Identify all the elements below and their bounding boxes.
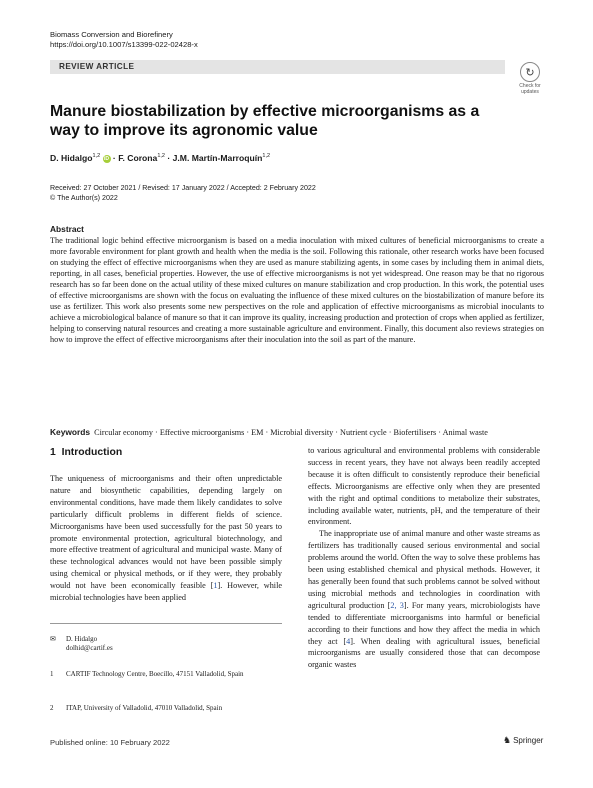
published-date: Published online: 10 February 2022 — [50, 738, 170, 747]
author-1[interactable]: D. Hidalgo — [50, 153, 93, 163]
footnote-divider — [50, 623, 282, 624]
journal-name: Biomass Conversion and Biorefinery — [50, 30, 173, 39]
affiliation-mark: 1 — [50, 670, 54, 678]
history-dates: Received: 27 October 2021 / Revised: 17 January 2022 / Accepted: 2 February 2022 — [50, 184, 316, 192]
publisher-name: Springer — [513, 736, 544, 745]
keywords-label: Keywords — [50, 427, 91, 437]
author-2-affil: 1,2 — [157, 153, 165, 160]
section-number: 1 — [50, 447, 56, 458]
author-separator: · — [110, 153, 119, 163]
check-label-2: updates — [521, 89, 539, 95]
paragraph: The uniqueness of microorganisms and their often unpredictable nature and biosynthetic capabilities, depending largely on environmental conditions, have made them likely candidates to solve particularly difficult problems in different fields of science. Microorganisms have been used successfully for the past 50 years to promote environmental protection, agricultural biotechnology, and more effective treatment of agricultural and municipal waste. Many of these technological advances would not have been possible simply using chemical or physical methods, or if they were, they probably would not have been economically feasible [1]. However, while microbial technologies have been applied — [50, 474, 282, 603]
keywords — [50, 427, 544, 438]
abstract-text: The traditional logic behind effective microorganism is based on a media inoculation with mixed cultures of beneficial microorganisms to create a more favorable environment for plant growth and health when the media is the soil. Following this rationale, other research works have been focused on studying the effect of effective microorganisms when they are used as manure stabilizing agents, in some cases by including them in animal diets, reporting, in all cases, beneficial properties. However, the use of effective microorganisms is not yet widespread. One reason may be that no rigorous research has so far been done on the actual utility of these mixed cultures on manure stabilization and crop production. In this work, the potential uses of effective microorganisms are shown with the focus on evaluating the influence of these mixed cultures on the biostabilization of manure before its use as fertilizer. This work also presents some new perspectives on the role and application of effective microorganisms as microbial inoculants to achieve a microbiological balance of manure so that it can improve its quality, increasing production and protection of crops when applied as fertilizer, helping to conserving natural resources and creating a more sustainable agriculture and environment. Finally, this document also reviews strategies on how to improve the effect of effective microorganisms after their inoculation into the soil as part of the manure. — [50, 236, 544, 344]
section-heading — [50, 447, 122, 458]
section-title: Introduction — [61, 447, 123, 458]
citation-link[interactable]: 2, 3 — [390, 600, 404, 610]
article-type: REVIEW ARTICLE — [59, 62, 135, 71]
author-list — [50, 153, 270, 163]
article-dates — [50, 184, 316, 203]
affiliation-1 — [50, 670, 266, 679]
paragraph: The inappropriate use of animal manure and other waste streams as fertilizers has traditionally caused serious environmental and social problems around the world. Often the way to solve these problems has been using established chemical and physical methods. However, it has generally been found that such problems cannot be solved without using microbial methods and technologies in coordination with agricultural production [2, 3]. For many years, microbiologists have tended to differentiate microorganisms into harmful or beneficial according to their functions and how they affect the media in which they act [4]. When dealing with agricultural issues, beneficial microorganisms are usually considered those that can decompose organic wastes — [308, 529, 541, 670]
check-label-1: Check for — [519, 83, 541, 89]
corresponding-name: D. Hidalgo — [66, 635, 98, 643]
publisher-logo — [503, 735, 543, 746]
envelope-icon: ✉ — [50, 635, 56, 643]
keywords-list: Circular economy · Effective microorganisms · EM · Microbial diversity · Nutrient cycle · Biofertilisers · Animal waste — [94, 428, 488, 437]
paragraph: to various agricultural and environmental problems with considerable success in recent years, they have not always been readily accepted because it is often difficult to consistently reproduce their beneficial effects. Microorganisms are effective only when they are presented with the right and optimal conditions to metabolize their substrates, including available water, nutrients, pH, and the temperature of their environment. — [308, 446, 540, 527]
affiliation-2 — [50, 704, 282, 713]
citation-link[interactable]: 4 — [346, 636, 351, 646]
corresponding-email[interactable]: dolhid@cartif.es — [66, 644, 113, 652]
journal-header — [50, 30, 198, 50]
affiliation-text: ITAP, University of Valladolid, 47010 Valladolid, Spain — [66, 704, 223, 712]
springer-horse-icon: ♞ — [503, 735, 512, 745]
affiliation-mark: 2 — [50, 704, 54, 712]
author-2[interactable]: F. Corona — [118, 153, 158, 163]
author-3-affil: 1,2 — [262, 153, 271, 160]
orcid-icon[interactable]: iD — [104, 155, 110, 162]
citation-link[interactable]: 1 — [213, 581, 218, 591]
affiliation-text: CARTIF Technology Centre, Boecillo, 47151 Valladolid, Spain — [66, 670, 244, 678]
check-circle: ↻ — [520, 62, 540, 82]
check-for-updates-icon[interactable] — [512, 62, 548, 98]
author-3[interactable]: J.M. Martín-Marroquín — [172, 153, 263, 163]
article-title: Manure biostabilization by effective microorganisms as a way to improve its agronomic value — [50, 103, 480, 139]
doi-link[interactable]: https://doi.org/10.1007/s13399-022-02428-x — [50, 40, 198, 49]
body-column-left — [50, 473, 282, 604]
body-column-right — [308, 445, 540, 671]
author-separator: · — [165, 153, 173, 163]
copyright: © The Author(s) 2022 — [50, 193, 118, 202]
corresponding-author — [50, 635, 113, 653]
abstract-heading: Abstract — [50, 224, 84, 234]
author-1-affil: 1,2 — [92, 153, 101, 160]
article-type-bar — [50, 60, 505, 74]
